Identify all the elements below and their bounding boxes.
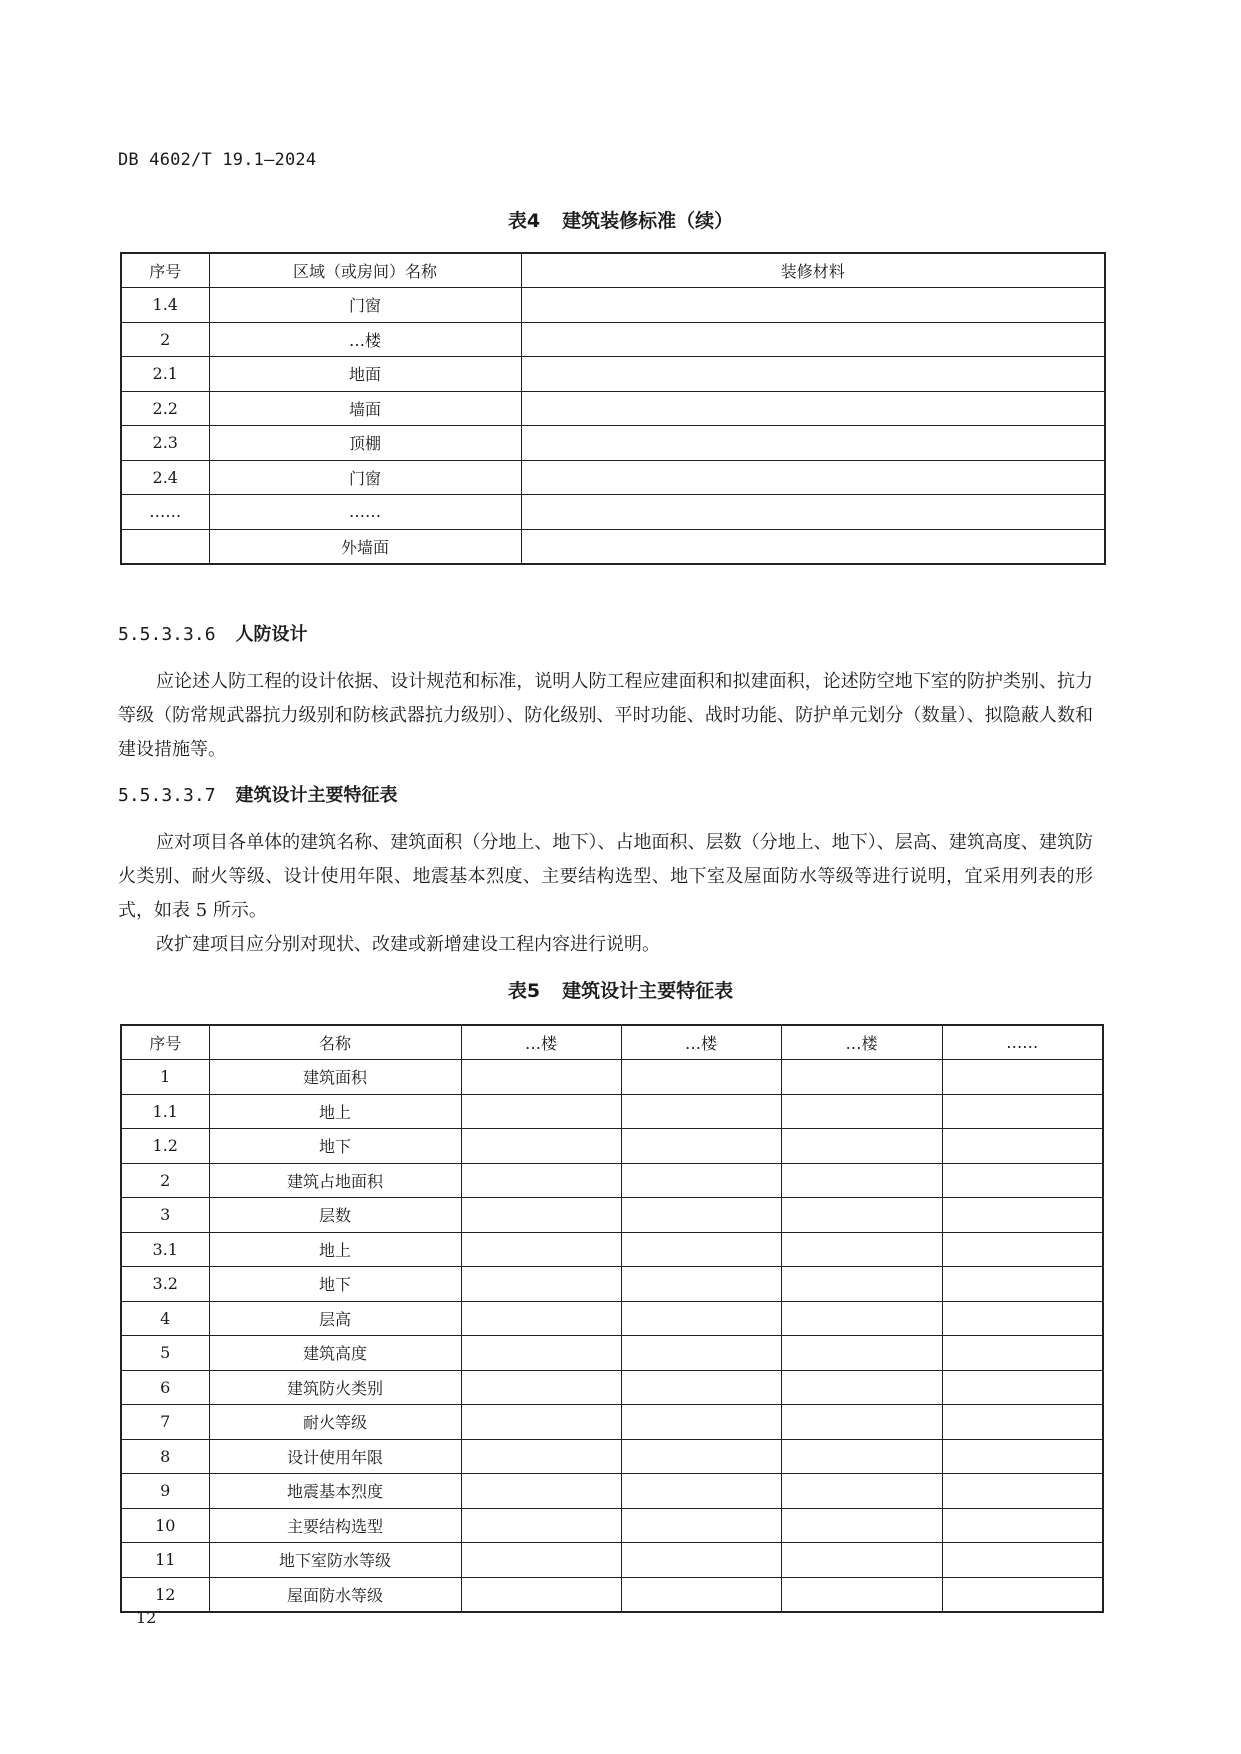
table5-cell [621,1129,781,1164]
table4-cell: …… [209,495,521,530]
table5-cell [781,1094,942,1129]
table5-cell [461,1508,621,1543]
table5-cell: 8 [121,1439,209,1474]
table5-row [121,1508,1103,1543]
table5-cell [621,1267,781,1302]
table4-caption [0,206,1241,233]
table5-cell [942,1543,1103,1578]
table5-cell [942,1267,1103,1302]
table5-cell [942,1198,1103,1233]
table5-cell [621,1094,781,1129]
table5-cell [942,1405,1103,1440]
table5-row [121,1336,1103,1371]
table5-cell: 1 [121,1060,209,1095]
table4-row [121,460,1105,495]
table5-cell [461,1198,621,1233]
table4-cell [521,495,1105,530]
table4-cell: 2 [121,322,209,357]
table5-cell: 1.1 [121,1094,209,1129]
table5-row [121,1474,1103,1509]
table4-header-cell: 序号 [121,253,209,288]
table5-cell [461,1336,621,1371]
table5-header-cell: …楼 [781,1025,942,1060]
table5-cell: 12 [121,1577,209,1612]
table4-cell [521,460,1105,495]
table5-cell [461,1232,621,1267]
table5-cell [781,1163,942,1198]
table5-header-cell: …… [942,1025,1103,1060]
table4-cell: 顶棚 [209,426,521,461]
table5-cell [781,1060,942,1095]
table5-cell [621,1060,781,1095]
table5-cell: 地下 [209,1129,461,1164]
table5-cell [461,1301,621,1336]
table5-row [121,1405,1103,1440]
table5-cell [621,1336,781,1371]
table5-cell [621,1474,781,1509]
table5-cell: 7 [121,1405,209,1440]
section-5536-paragraph: 应论述人防工程的设计依据、设计规范和标准，说明人防工程应建面积和拟建面积，论述防空地下室的防护类别、抗力等级（防常规武器抗力级别和防核武器抗力级别）、防化级别、平时功能、战时功能、防护单元划分（数量）、拟隐蔽人数和建设措施等。 [118,671,1093,760]
table5-cell [781,1336,942,1371]
table5-cell [461,1370,621,1405]
document-id: DB 4602/T 19.1—2024 [118,150,317,170]
table4-cell [521,357,1105,392]
table4-cell [521,288,1105,323]
section-number: 5.5.3.3.6 [118,624,216,645]
table4-header-row [121,253,1105,288]
table4-cell: 1.4 [121,288,209,323]
table5-row [121,1232,1103,1267]
table5-cell: 1.2 [121,1129,209,1164]
table5-cell: 地震基本烈度 [209,1474,461,1509]
table4-cell: 墙面 [209,391,521,426]
table5-cell [942,1129,1103,1164]
table5-row [121,1094,1103,1129]
table5-cell: 11 [121,1543,209,1578]
table5-cell [621,1543,781,1578]
table5-cell: 6 [121,1370,209,1405]
table5-cell [621,1232,781,1267]
table4-cell [521,322,1105,357]
table5-cell [942,1060,1103,1095]
table5-cell [942,1163,1103,1198]
table4 [120,252,1106,565]
table4-cell: …… [121,495,209,530]
table5-row [121,1370,1103,1405]
table5-row [121,1129,1103,1164]
table5-cell: 层高 [209,1301,461,1336]
table5-header-cell: …楼 [621,1025,781,1060]
table5-cell [461,1543,621,1578]
table5-cell [781,1129,942,1164]
table4-caption-number: 表4 [507,210,541,232]
table4-cell [521,529,1105,564]
table5-row [121,1577,1103,1612]
table4-row [121,529,1105,564]
table5-row [121,1198,1103,1233]
table4-cell: 2.4 [121,460,209,495]
table4-cell: 2.3 [121,426,209,461]
section-5537-heading [118,781,398,807]
table5-cell: 建筑防火类别 [209,1370,461,1405]
table5-cell: 层数 [209,1198,461,1233]
table5-cell [621,1508,781,1543]
table5-cell [781,1508,942,1543]
table5-cell [781,1474,942,1509]
table4-row [121,495,1105,530]
table5-row [121,1301,1103,1336]
table5-cell [942,1474,1103,1509]
table5-cell: 4 [121,1301,209,1336]
section-5537-paragraph: 应对项目各单体的建筑名称、建筑面积（分地上、地下）、占地面积、层数（分地上、地下）、层高、建筑高度、建筑防火类别、耐火等级、设计使用年限、地震基本烈度、主要结构选型、地下室及屋面防水等级等进行说明，宜采用列表的形式，如表 5 所示。 [118,832,1093,921]
table5-cell: 地上 [209,1094,461,1129]
table4-row [121,357,1105,392]
table5-cell [461,1474,621,1509]
table5-cell [942,1370,1103,1405]
table5-cell [621,1405,781,1440]
table5-cell [781,1439,942,1474]
table5-cell: 建筑高度 [209,1336,461,1371]
table5-cell [781,1232,942,1267]
table4-cell: …楼 [209,322,521,357]
table4-row [121,426,1105,461]
table5-cell [781,1405,942,1440]
table5-cell [781,1301,942,1336]
table5-cell [461,1577,621,1612]
section-number: 5.5.3.3.7 [118,785,216,806]
table4-cell: 2.1 [121,357,209,392]
table5-cell [621,1439,781,1474]
table5-row [121,1267,1103,1302]
table4-cell [521,391,1105,426]
table5-cell: 3 [121,1198,209,1233]
table5-cell: 建筑面积 [209,1060,461,1095]
table5-cell [781,1543,942,1578]
table5-caption [0,976,1241,1003]
table4-cell: 门窗 [209,288,521,323]
table4-header-cell: 装修材料 [521,253,1105,288]
table4-row [121,391,1105,426]
table5-cell: 3.2 [121,1267,209,1302]
table5-cell [942,1336,1103,1371]
table5-caption-number: 表5 [507,980,541,1002]
table5-cell [461,1439,621,1474]
table5-cell: 10 [121,1508,209,1543]
table4-cell [121,529,209,564]
table4-cell: 2.2 [121,391,209,426]
table5-header-row [121,1025,1103,1060]
table5-cell [461,1405,621,1440]
table5-cell [942,1508,1103,1543]
table5-cell [781,1267,942,1302]
table5-cell: 9 [121,1474,209,1509]
table5-cell [781,1370,942,1405]
table5-cell [942,1094,1103,1129]
table5-header-cell: 序号 [121,1025,209,1060]
table5-cell: 耐火等级 [209,1405,461,1440]
table4-row [121,322,1105,357]
table5-cell [781,1198,942,1233]
table4-header-cell: 区域（或房间）名称 [209,253,521,288]
table5-cell [461,1060,621,1095]
table5-caption-title: 建筑设计主要特征表 [562,980,734,1002]
table5-cell: 设计使用年限 [209,1439,461,1474]
table4-cell: 外墙面 [209,529,521,564]
table5-cell: 地下室防水等级 [209,1543,461,1578]
table5-cell: 主要结构选型 [209,1508,461,1543]
table5-cell: 3.1 [121,1232,209,1267]
table5-cell [942,1232,1103,1267]
table5-cell [461,1267,621,1302]
table4-cell: 地面 [209,357,521,392]
table5-cell [621,1577,781,1612]
section-5537-paragraph: 改扩建项目应分别对现状、改建或新增建设工程内容进行说明。 [156,934,660,955]
section-title: 人防设计 [235,624,308,645]
page-number: 12 [136,1608,157,1627]
table5-cell [781,1577,942,1612]
table5-cell [461,1094,621,1129]
table5 [120,1024,1104,1613]
table5-row [121,1060,1103,1095]
table5-cell: 地下 [209,1267,461,1302]
table4-caption-title: 建筑装修标准（续） [562,210,734,232]
table5-cell: 2 [121,1163,209,1198]
table4-cell: 门窗 [209,460,521,495]
table5-header-cell: …楼 [461,1025,621,1060]
table5-cell [942,1439,1103,1474]
table5-cell: 5 [121,1336,209,1371]
table5-cell [942,1577,1103,1612]
table5-cell [461,1129,621,1164]
table5-cell [942,1301,1103,1336]
table5-row [121,1543,1103,1578]
table5-cell [621,1198,781,1233]
section-5536-heading [118,620,308,646]
table4-cell [521,426,1105,461]
table4-row [121,288,1105,323]
table5-header-cell: 名称 [209,1025,461,1060]
table5-cell [621,1163,781,1198]
table5-row [121,1163,1103,1198]
table5-row [121,1439,1103,1474]
table5-cell [461,1163,621,1198]
table5-cell: 地上 [209,1232,461,1267]
section-title: 建筑设计主要特征表 [235,785,398,806]
table5-cell [621,1370,781,1405]
table5-cell: 屋面防水等级 [209,1577,461,1612]
table5-cell [621,1301,781,1336]
table5-cell: 建筑占地面积 [209,1163,461,1198]
